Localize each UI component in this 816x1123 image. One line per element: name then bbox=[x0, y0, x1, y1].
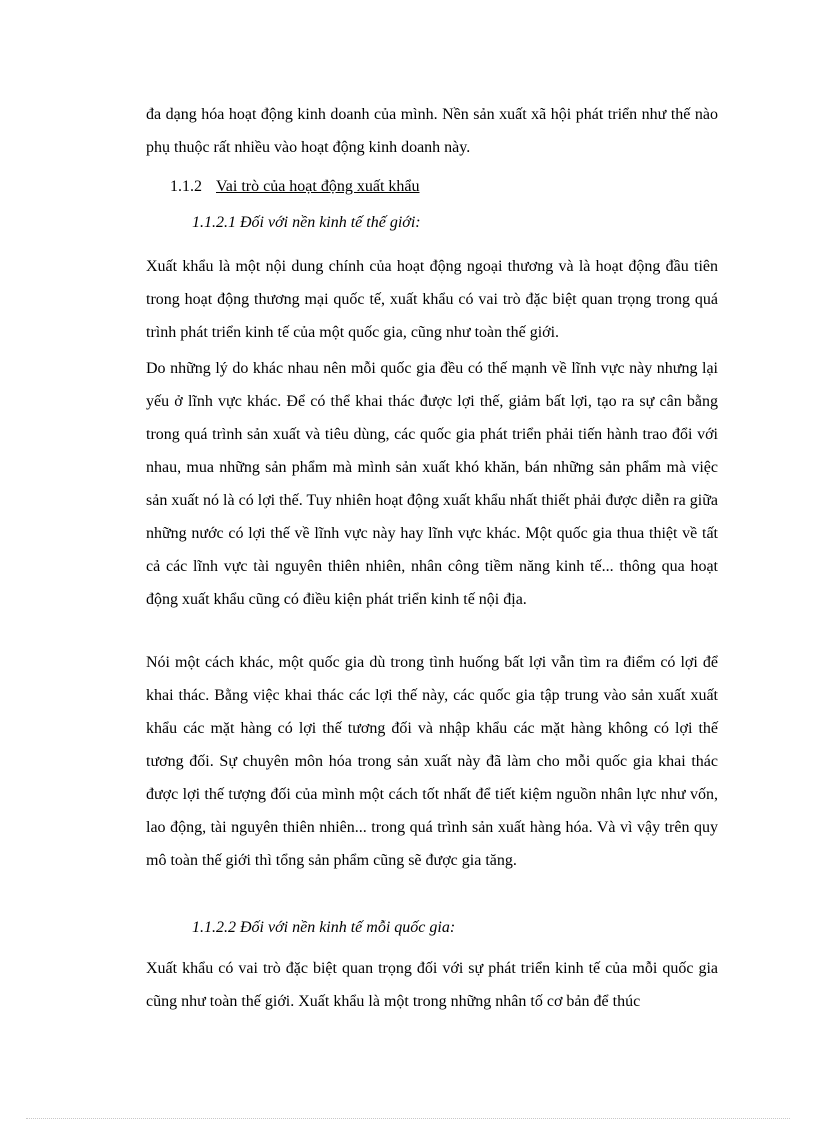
section-title: Vai trò của hoạt động xuất khẩu bbox=[216, 178, 420, 195]
page-bottom-divider bbox=[26, 1118, 790, 1119]
paragraph-world-3: Nói một cách khác, một quốc gia dù trong tình huống bất lợi vẫn tìm ra điểm có lợi để khai thác. Bằng việc khai thác các lợi thế này, các quốc gia tập trung vào sản xuất xuất khẩu các mặt hàng có lợi thế tương đối và nhập khẩu các mặt hàng không có lợi thế tương đối. Sự chuyên môn hóa trong sản xuất này đã làm cho mỗi quốc gia khai thác được lợi thế tượng đối của mình một cách tốt nhất để tiết kiệm nguồn nhân lực như vốn, lao động, tài nguyên thiên nhiên... trong quá trình sản xuất hàng hóa. Và vì vậy trên quy mô toàn thế giới thì tổng sản phẩm cũng sẽ được gia tăng. bbox=[146, 654, 718, 869]
subheading-national-economy: 1.1.2.2 Đối với nền kinh tế mỗi quốc gia: bbox=[192, 919, 456, 936]
section-heading bbox=[170, 170, 420, 203]
section-number: 1.1.2 bbox=[170, 178, 202, 195]
paragraph-world-2: Do những lý do khác nhau nên mỗi quốc gia đều có thế mạnh về lĩnh vực này nhưng lại yếu ở lĩnh vực khác. Để có thể khai thác được lợi thế, giảm bất lợi, tạo ra sự cân bằng trong quá trình sản xuất và tiêu dùng, các quốc gia phát triển phải tiến hành trao đổi với nhau, mua những sản phẩm mà mình sản xuất khó khăn, bán những sản phẩm mà việc sản xuất nó là có lợi thế. Tuy nhiên hoạt động xuất khẩu nhất thiết phải được diễn ra giữa những nước có lợi thế về lĩnh vực này hay lĩnh vực khác. Một quốc gia thua thiệt về tất cả các lĩnh vực tài nguyên thiên nhiên, nhân công tiềm năng kinh tế... thông qua hoạt động xuất khẩu cũng có điều kiện phát triển kinh tế nội địa. bbox=[146, 360, 718, 608]
paragraph-world-1: Xuất khẩu là một nội dung chính của hoạt động ngoại thương và là hoạt động đầu tiên trong hoạt động thương mại quốc tế, xuất khẩu có vai trò đặc biệt quan trọng trong quá trình phát triển kinh tế của một quốc gia, cũng như toàn thế giới. bbox=[146, 258, 718, 341]
paragraph-intro: đa dạng hóa hoạt động kinh doanh của mình. Nền sản xuất xã hội phát triển như thế nào phụ thuộc rất nhiều vào hoạt động kinh doanh này. bbox=[146, 106, 718, 156]
paragraph-nation-1: Xuất khẩu có vai trò đặc biệt quan trọng đối với sự phát triển kinh tế của mỗi quốc gia cũng như toàn thế giới. Xuất khẩu là một trong những nhân tố cơ bản để thúc bbox=[146, 960, 718, 1010]
subheading-world-economy: 1.1.2.1 Đối với nền kinh tế thế giới: bbox=[192, 214, 421, 231]
